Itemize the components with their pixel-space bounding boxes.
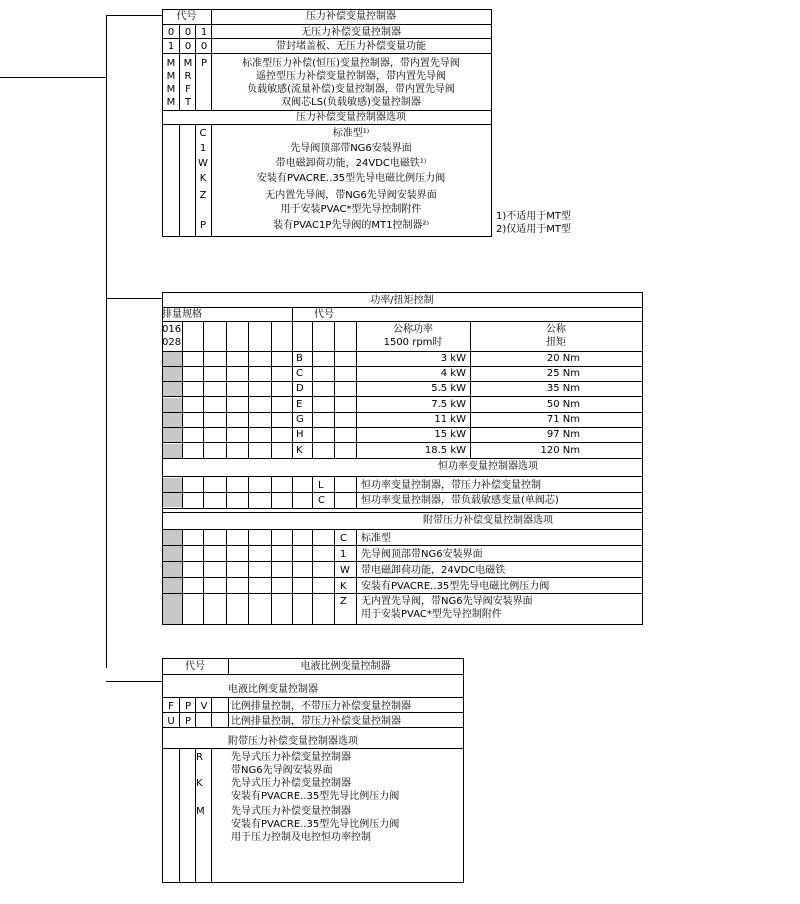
- rule-line: [356, 321, 357, 458]
- pressure-comp-code: 1: [340, 549, 347, 560]
- rule-line: [334, 321, 335, 458]
- rule-line: [334, 476, 335, 509]
- nominal-power: 3 kW: [440, 353, 466, 364]
- shaded-cell: [163, 546, 182, 561]
- code-cell: R: [184, 71, 192, 82]
- shaded-cell: [163, 398, 182, 412]
- nominal-torque: 120 Nm: [540, 445, 580, 456]
- power-code: C: [296, 368, 303, 379]
- code-cell: 0: [167, 27, 175, 38]
- rule-line: [292, 529, 293, 624]
- power-code: B: [296, 353, 303, 364]
- section2-title: 功率/扭矩控制: [370, 295, 434, 306]
- constant-power-code: L: [318, 480, 324, 491]
- rule-line: [271, 321, 272, 458]
- code-cell: M: [166, 84, 176, 95]
- footnote: 1)不适用于MT型: [496, 211, 571, 222]
- bracket-line: [106, 15, 162, 16]
- rule-line: [179, 124, 180, 237]
- pressure-comp-code: W: [340, 565, 350, 576]
- rule-line: [203, 321, 204, 458]
- section2-border: [162, 624, 642, 625]
- nominal-power: 18.5 kW: [424, 445, 466, 456]
- option-description: 用于压力控制及电控恒功率控制: [231, 832, 371, 843]
- option-code: M: [196, 806, 205, 817]
- code-cell: F: [185, 84, 191, 95]
- rule-line: [162, 545, 642, 546]
- rule-line: [162, 307, 642, 308]
- option-description: 无内置先导阀，带NG6先导阀安装界面: [265, 190, 437, 201]
- section3-border: [162, 658, 463, 659]
- power-code: D: [296, 383, 304, 394]
- shaded-cell: [163, 413, 182, 427]
- rule-line: [248, 529, 249, 624]
- size-column-header: 排量规格: [162, 309, 202, 320]
- option-description: 标准型¹⁾: [332, 128, 370, 139]
- rule-line: [162, 727, 463, 728]
- nominal-torque: 20 Nm: [546, 353, 580, 364]
- footnote: 2)仅适用于MT型: [496, 224, 571, 235]
- rule-line: [179, 24, 180, 111]
- section2-border: [162, 292, 642, 293]
- rule-line: [226, 476, 227, 509]
- row-description: 双阀芯LS(负载敏感)变量控制器: [281, 97, 421, 108]
- rule-line: [162, 577, 642, 578]
- pressure-comp-options-title: 附带压力补偿变量控制器选项: [423, 515, 553, 526]
- row-description: 遥控型压力补偿变量控制器，带内置先导阀: [256, 71, 446, 82]
- pressure-comp-description: 先导阀顶部带NG6安装界面: [361, 549, 483, 560]
- option-code: 1: [199, 143, 207, 154]
- torque-header: 公称: [546, 324, 566, 335]
- row-description: 比例排量控制，不带压力补偿变量控制器: [231, 701, 411, 712]
- power-header-rpm: 1500 rpm时: [383, 337, 443, 348]
- rule-line: [182, 476, 183, 509]
- rule-line: [248, 476, 249, 509]
- row-description: 带封堵盖板、无压力补偿变量功能: [276, 41, 426, 52]
- rule-line: [162, 442, 642, 443]
- option-description: 安装有PVACRE..35型先导比例压力阀: [231, 819, 400, 830]
- shaded-cell: [163, 428, 182, 442]
- power-code: H: [296, 429, 304, 440]
- section3-border: [162, 882, 463, 883]
- code-cell: U: [167, 716, 175, 727]
- pressure-comp-description: 用于安装PVAC*型先导控制附件: [361, 609, 502, 620]
- rule-line: [226, 529, 227, 624]
- nominal-torque: 25 Nm: [546, 368, 580, 379]
- shaded-cell: [163, 478, 182, 492]
- section3-title: 电液比例变量控制器: [300, 661, 391, 672]
- rule-line: [226, 321, 227, 458]
- option-description: 带电磁卸荷功能，24VDC电磁铁¹⁾: [275, 158, 427, 169]
- section3-options-title: 附带压力补偿变量控制器选项: [228, 736, 358, 747]
- rule-line: [182, 529, 183, 624]
- shaded-cell: [163, 352, 182, 366]
- pressure-comp-description: 标准型: [361, 533, 391, 544]
- rule-line: [179, 748, 180, 883]
- option-description: 安装有PVACRE..35型先导比例压力阀: [231, 791, 400, 802]
- power-header: 公称功率: [393, 324, 433, 335]
- option-description: 用于安装PVAC*型先导控制附件: [280, 204, 422, 215]
- constant-power-description: 恒功率变量控制器，带压力补偿变量控制: [361, 480, 541, 491]
- rule-line: [203, 529, 204, 624]
- rule-line: [271, 529, 272, 624]
- option-code: W: [198, 158, 208, 169]
- size-028: 028: [162, 337, 182, 348]
- rule-line: [162, 492, 642, 493]
- rule-line: [162, 508, 642, 509]
- pressure-comp-code: Z: [340, 596, 347, 607]
- rule-line: [162, 512, 642, 513]
- option-description: 先导式压力补偿变量控制器: [231, 778, 351, 789]
- section2-border: [642, 292, 643, 625]
- code-cell: 0: [184, 27, 192, 38]
- rule-line: [162, 412, 642, 413]
- section1-title: 压力补偿变量控制器: [306, 11, 396, 22]
- option-description: 安装有PVACRE..35型先导电磁比例压力阀: [256, 173, 446, 184]
- rule-line: [356, 476, 357, 509]
- power-code: G: [296, 414, 304, 425]
- section3-border: [463, 658, 464, 883]
- nominal-torque: 97 Nm: [546, 429, 580, 440]
- option-description: 先导式压力补偿变量控制器: [231, 752, 351, 763]
- shaded-cell: [163, 367, 182, 381]
- rule-line: [162, 321, 642, 322]
- code-cell: M: [183, 58, 193, 69]
- bracket-line: [0, 77, 106, 78]
- code-cell: F: [168, 701, 174, 712]
- rule-line: [162, 458, 642, 459]
- code-cell: P: [184, 716, 192, 727]
- shaded-cell: [163, 594, 182, 624]
- pressure-comp-code: K: [340, 581, 347, 592]
- rule-line: [162, 381, 642, 382]
- code-cell: 0: [200, 41, 208, 52]
- section1-border: [491, 9, 492, 237]
- rule-line: [211, 748, 212, 883]
- code-cell: 1: [167, 41, 175, 52]
- pressure-comp-description: 安装有PVACRE..35型先导电磁比例压力阀: [361, 581, 550, 592]
- code-cell: M: [166, 97, 176, 108]
- pressure-comp-description: 无内置先导阀，带NG6先导阀安装界面: [361, 596, 533, 607]
- rule-line: [162, 351, 642, 352]
- section1-code-header: 代号: [176, 11, 197, 22]
- constant-power-options-title: 恒功率变量控制器选项: [438, 461, 538, 472]
- constant-power-description: 恒功率变量控制器，带负载敏感变量(单阀芯): [361, 495, 559, 506]
- rule-line: [162, 427, 642, 428]
- power-code: E: [296, 399, 303, 410]
- rule-line: [162, 674, 463, 675]
- rule-line: [162, 110, 491, 111]
- row-description: 无压力补偿变量控制器: [301, 27, 401, 38]
- rule-line: [162, 396, 642, 397]
- nominal-torque: 71 Nm: [546, 414, 580, 425]
- option-code: K: [199, 173, 207, 184]
- rule-line: [334, 529, 335, 624]
- code-cell: 0: [184, 41, 192, 52]
- section3-border: [162, 658, 163, 883]
- pressure-comp-description: 带电磁卸荷功能，24VDC电磁铁: [361, 565, 506, 576]
- rule-line: [162, 593, 642, 594]
- nominal-power: 15 kW: [434, 429, 466, 440]
- option-description: 装有PVAC1P先导阀的MT1控制器²⁾: [273, 220, 429, 231]
- rule-line: [203, 476, 204, 509]
- rule-line: [292, 307, 293, 322]
- section1-border: [162, 9, 163, 237]
- code-cell: V: [200, 701, 208, 712]
- pressure-comp-code: C: [340, 533, 347, 544]
- bracket-line: [106, 681, 162, 682]
- torque-header-unit: 扭矩: [546, 337, 566, 348]
- shaded-cell: [163, 578, 182, 593]
- code-cell: M: [166, 71, 176, 82]
- code-column-header: 代号: [314, 309, 334, 320]
- option-description: 带NG6先导阀安装界面: [231, 765, 333, 776]
- section3-subtitle: 电液比例变量控制器: [228, 684, 318, 695]
- code-cell: P: [184, 701, 192, 712]
- rule-line: [248, 321, 249, 458]
- option-description: 先导式压力补偿变量控制器: [231, 806, 351, 817]
- bracket-line: [106, 15, 107, 668]
- shaded-cell: [163, 493, 182, 507]
- code-cell: T: [184, 97, 192, 108]
- row-description: 标准型压力补偿(恒压)变量控制器，带内置先导阀: [242, 58, 460, 69]
- size-016: 016: [162, 324, 182, 335]
- nominal-power: 7.5 kW: [431, 399, 466, 410]
- option-code: P: [199, 220, 207, 231]
- option-code: C: [199, 128, 207, 139]
- option-code: Z: [199, 190, 207, 201]
- shaded-cell: [163, 382, 182, 396]
- nominal-torque: 35 Nm: [546, 383, 580, 394]
- rule-line: [162, 561, 642, 562]
- rule-line: [470, 321, 471, 458]
- constant-power-code: C: [318, 495, 325, 506]
- shaded-cell: [163, 562, 182, 577]
- rule-line: [162, 712, 463, 713]
- rule-line: [271, 476, 272, 509]
- rule-line: [312, 321, 313, 458]
- rule-line: [162, 697, 463, 698]
- shaded-cell: [163, 444, 182, 458]
- rule-line: [312, 529, 313, 624]
- rule-line: [182, 321, 183, 458]
- rule-line: [356, 529, 357, 624]
- nominal-torque: 50 Nm: [546, 399, 580, 410]
- shaded-cell: [163, 530, 182, 545]
- rule-line: [162, 476, 642, 477]
- rule-line: [312, 476, 313, 509]
- option-code: K: [196, 778, 203, 789]
- option-description: 先导阀顶部带NG6安装界面: [290, 143, 412, 154]
- rule-line: [162, 366, 642, 367]
- code-cell: P: [200, 58, 208, 69]
- power-code: K: [296, 445, 303, 456]
- row-description: 负载敏感(流量补偿)变量控制器，带内置先导阀: [247, 84, 455, 95]
- row-description: 比例排量控制，带压力补偿变量控制器: [231, 716, 401, 727]
- rule-line: [195, 24, 196, 111]
- rule-line: [162, 529, 642, 530]
- section3-code-header: 代号: [185, 661, 205, 672]
- nominal-power: 11 kW: [434, 414, 466, 425]
- nominal-power: 5.5 kW: [431, 383, 466, 394]
- nominal-power: 4 kW: [440, 368, 466, 379]
- code-cell: M: [166, 58, 176, 69]
- section1-options-title: 压力补偿变量控制器选项: [296, 112, 406, 123]
- option-code: R: [196, 752, 203, 763]
- rule-line: [292, 476, 293, 509]
- code-cell: 1: [200, 27, 208, 38]
- rule-line: [162, 748, 463, 749]
- bracket-line: [106, 298, 162, 299]
- rule-line: [292, 321, 293, 458]
